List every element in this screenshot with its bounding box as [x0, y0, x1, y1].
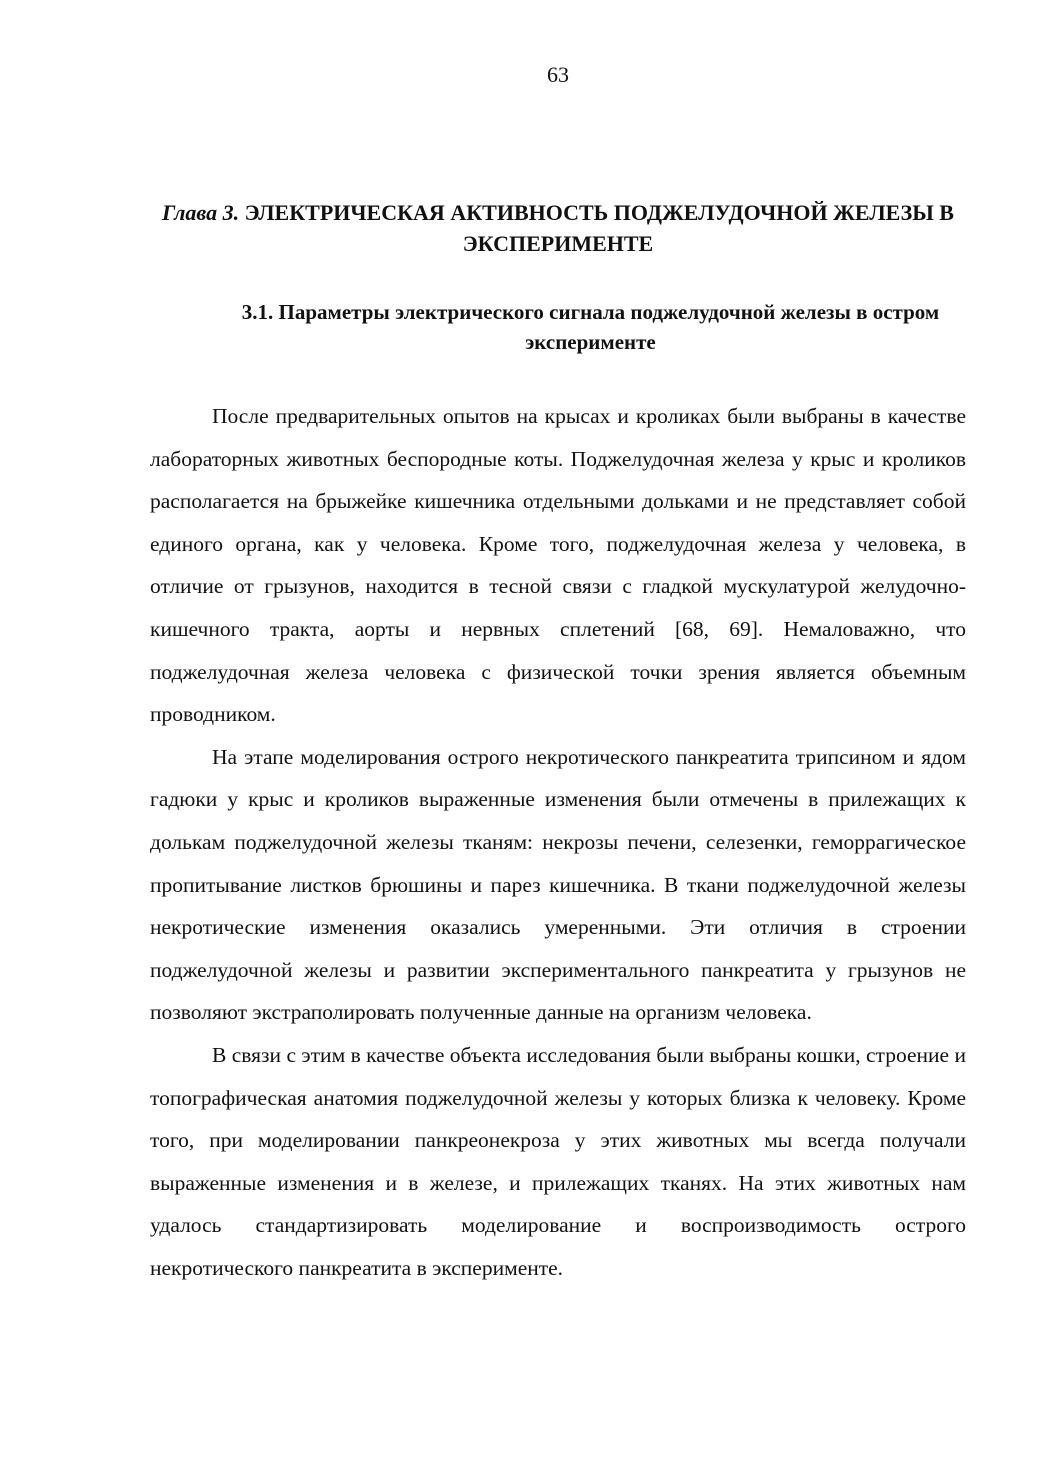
chapter-prefix: Глава 3.	[162, 200, 240, 225]
paragraph-1: После предварительных опытов на крысах и кроликах были выбраны в качестве лабораторных животных беспородные коты. Поджелудочная железа у крыс и кроликов располагается на брыжейке кишечника отдельными дольками и не представляет собой единого органа, как у человека. Кроме того, поджелудочная железа у человека, в отличие от грызунов, находится в тесной связи с гладкой мускулатурой желудочно-кишечного тракта, аорты и нервных сплетений [68, 69]. Немаловажно, что поджелудочная железа человека с физической точки зрения является объемным проводником.	[150, 404, 966, 727]
chapter-title: ЭЛЕКТРИЧЕСКАЯ АКТИВНОСТЬ ПОДЖЕЛУДОЧНОЙ ЖЕЛЕЗЫ В ЭКСПЕРИМЕНТЕ	[239, 200, 954, 256]
section-heading: 3.1. Параметры электрического сигнала поджелудочной железы в остром эксперименте	[241, 300, 940, 354]
paragraph-2: На этапе моделирования острого некротического панкреатита трипсином и ядом гадюки у крыс и кроликов выраженные изменения были отмечены в прилежащих к долькам поджелудочной железы тканям: некрозы печени, селезенки, геморрагическое пропитывание листков брюшины и парез кишечника. В ткани поджелудочной железы некротические изменения оказались умеренными. Эти отличия в строении поджелудочной железы и развитии экспериментального панкреатита у грызунов не позволяют экстраполировать полученные данные на организм человека.	[150, 744, 966, 1025]
body-text	[150, 395, 966, 1289]
paragraph-3: В связи с этим в качестве объекта исследования были выбраны кошки, строение и топографическая анатомия поджелудочной железы у которых близка к человеку. Кроме того, при моделировании панкреонекроза у этих животных мы всегда получали выраженные изменения и в железе, и прилежащих тканях. На этих животных нам удалось стандартизировать моделирование и воспроизводимость острого некротического панкреатита в эксперименте.	[150, 1042, 966, 1280]
chapter-heading	[150, 197, 966, 259]
page-number: 63	[547, 62, 569, 87]
